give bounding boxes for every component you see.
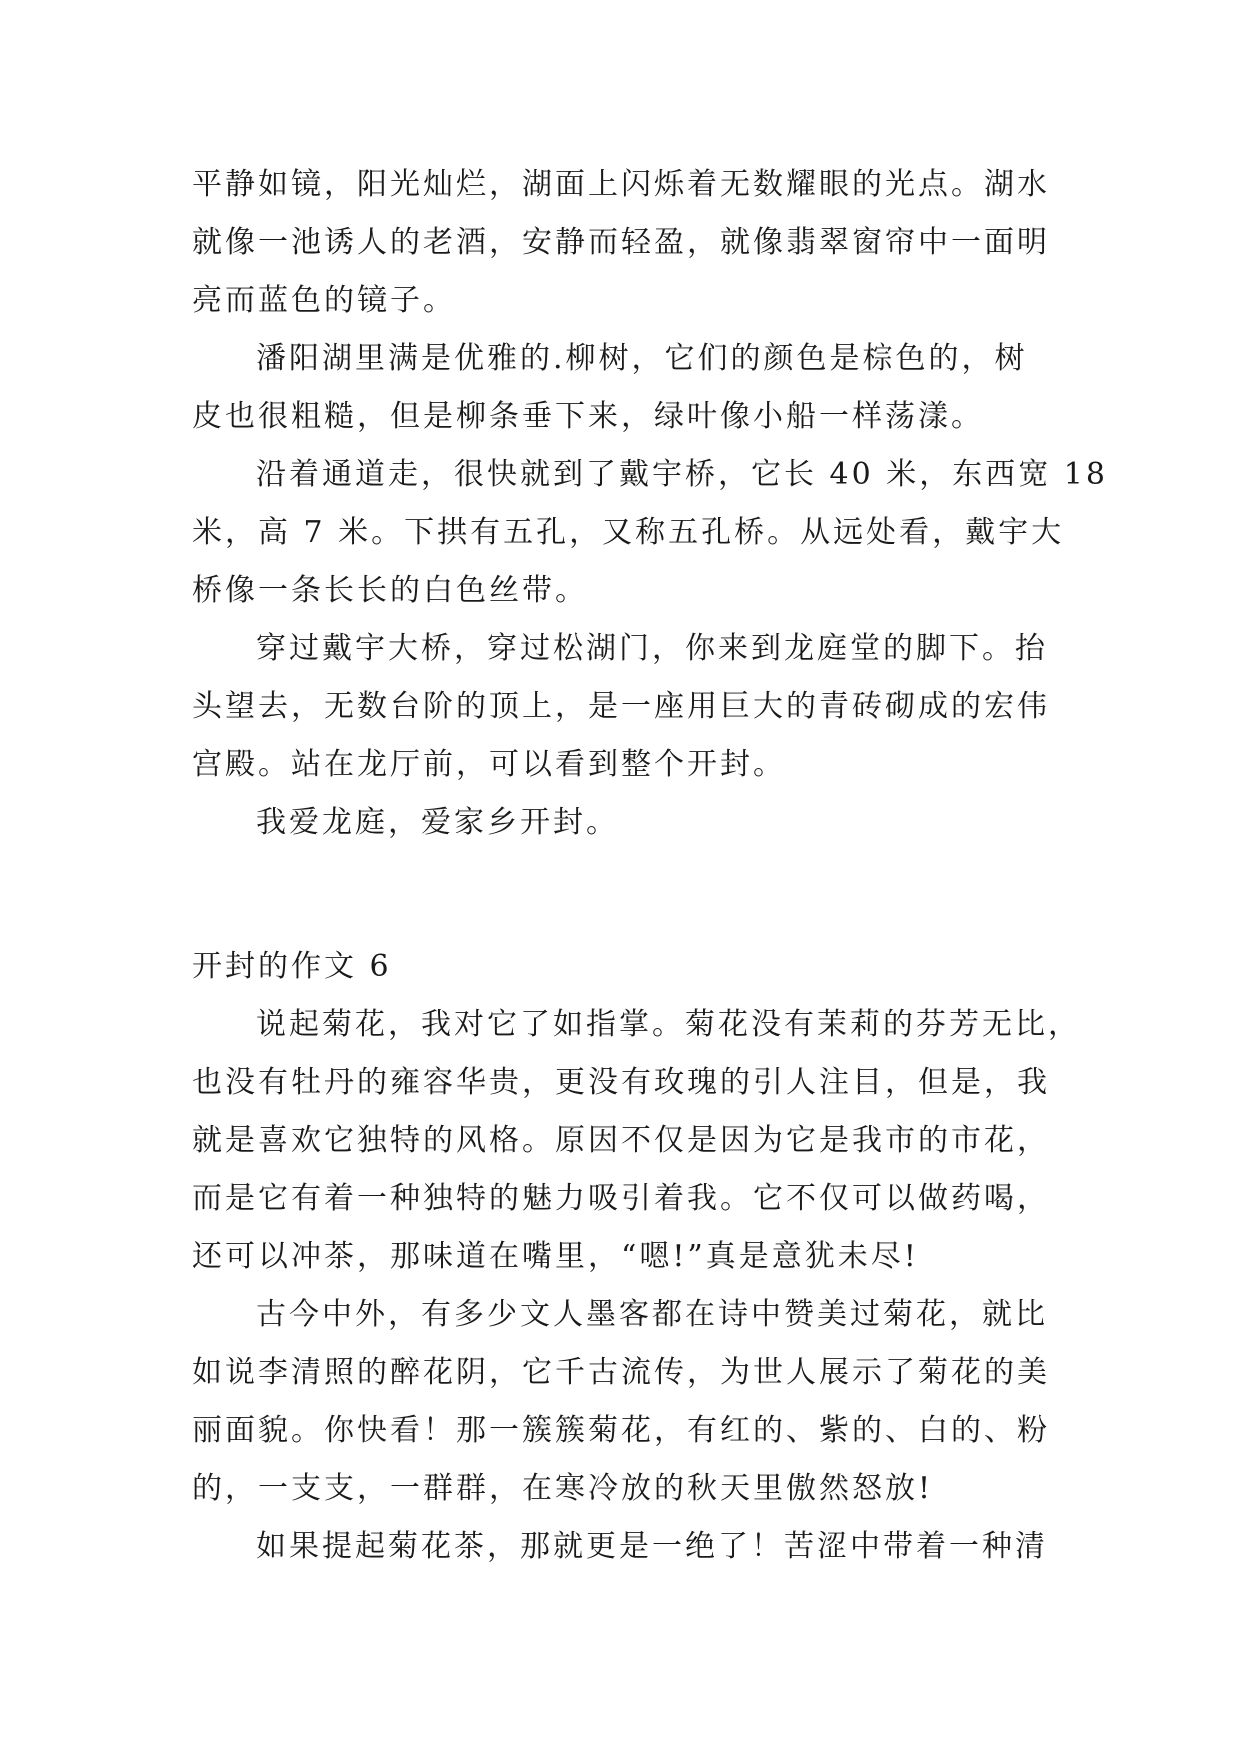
paragraph-line: 如果提起菊花茶，那就更是一绝了！苦涩中带着一种清	[256, 1529, 1048, 1564]
document-body	[192, 156, 1108, 1576]
paragraph-line: 如说李清照的醉花阴，它千古流传，为世人展示了菊花的美	[192, 1355, 1050, 1390]
paragraph-line: 我爱龙庭，爱家乡开封。	[256, 805, 619, 840]
paragraph-line: 亮而蓝色的镜子。	[192, 283, 456, 318]
paragraph-bridge	[192, 446, 1108, 620]
paragraph-line: 米，高 7 米。下拱有五孔，又称五孔桥。从远处看，戴宇大	[192, 515, 1065, 550]
paragraph-line: 桥像一条长长的白色丝带。	[192, 573, 588, 608]
paragraph-palace	[192, 620, 1072, 794]
paragraph-closing	[192, 794, 1072, 852]
paragraph-line: 丽面貌。你快看！那一簇簇菊花，有红的、紫的、白的、粉	[192, 1413, 1050, 1448]
paragraph-line: 平静如镜，阳光灿烂，湖面上闪烁着无数耀眼的光点。湖水	[192, 167, 1050, 202]
paragraph-line: 皮也很粗糙，但是柳条垂下来，绿叶像小船一样荡漾。	[192, 399, 984, 434]
paragraph-lake	[192, 156, 1072, 330]
paragraph-chrysanthemum-tea	[192, 1518, 1072, 1576]
paragraph-line: 就像一池诱人的老酒，安静而轻盈，就像翡翠窗帘中一面明	[192, 225, 1050, 260]
paragraph-willow	[192, 330, 1072, 446]
paragraph-line: 而是它有着一种独特的魅力吸引着我。它不仅可以做药喝，	[192, 1181, 1050, 1216]
section-gap	[192, 852, 1072, 938]
paragraph-line: 穿过戴宇大桥，穿过松湖门，你来到龙庭堂的脚下。抬	[256, 631, 1048, 666]
paragraph-line: 头望去，无数台阶的顶上，是一座用巨大的青砖砌成的宏伟	[192, 689, 1050, 724]
paragraph-chrysanthemum-intro	[192, 996, 1081, 1286]
paragraph-line: 说起菊花，我对它了如指掌。菊花没有茉莉的芬芳无比，	[256, 1007, 1081, 1042]
paragraph-chrysanthemum-poetry	[192, 1286, 1072, 1518]
paragraph-line: 还可以冲茶，那味道在嘴里，“嗯!”真是意犹未尽!	[192, 1239, 919, 1274]
paragraph-line: 的，一支支，一群群，在寒冷放的秋天里傲然怒放!	[192, 1471, 934, 1506]
section-title: 开封的作文 6	[192, 949, 392, 984]
paragraph-line: 古今中外，有多少文人墨客都在诗中赞美过菊花，就比	[256, 1297, 1048, 1332]
paragraph-line: 就是喜欢它独特的风格。原因不仅是因为它是我市的市花，	[192, 1123, 1050, 1158]
paragraph-line: 沿着通道走，很快就到了戴宇桥，它长 40 米，东西宽 18	[256, 457, 1108, 492]
paragraph-line: 宫殿。站在龙厅前，可以看到整个开封。	[192, 747, 786, 782]
paragraph-line: 潘阳湖里满是优雅的.柳树，它们的颜色是棕色的，树	[256, 341, 1028, 376]
paragraph-line: 也没有牡丹的雍容华贵，更没有玫瑰的引人注目，但是，我	[192, 1065, 1050, 1100]
